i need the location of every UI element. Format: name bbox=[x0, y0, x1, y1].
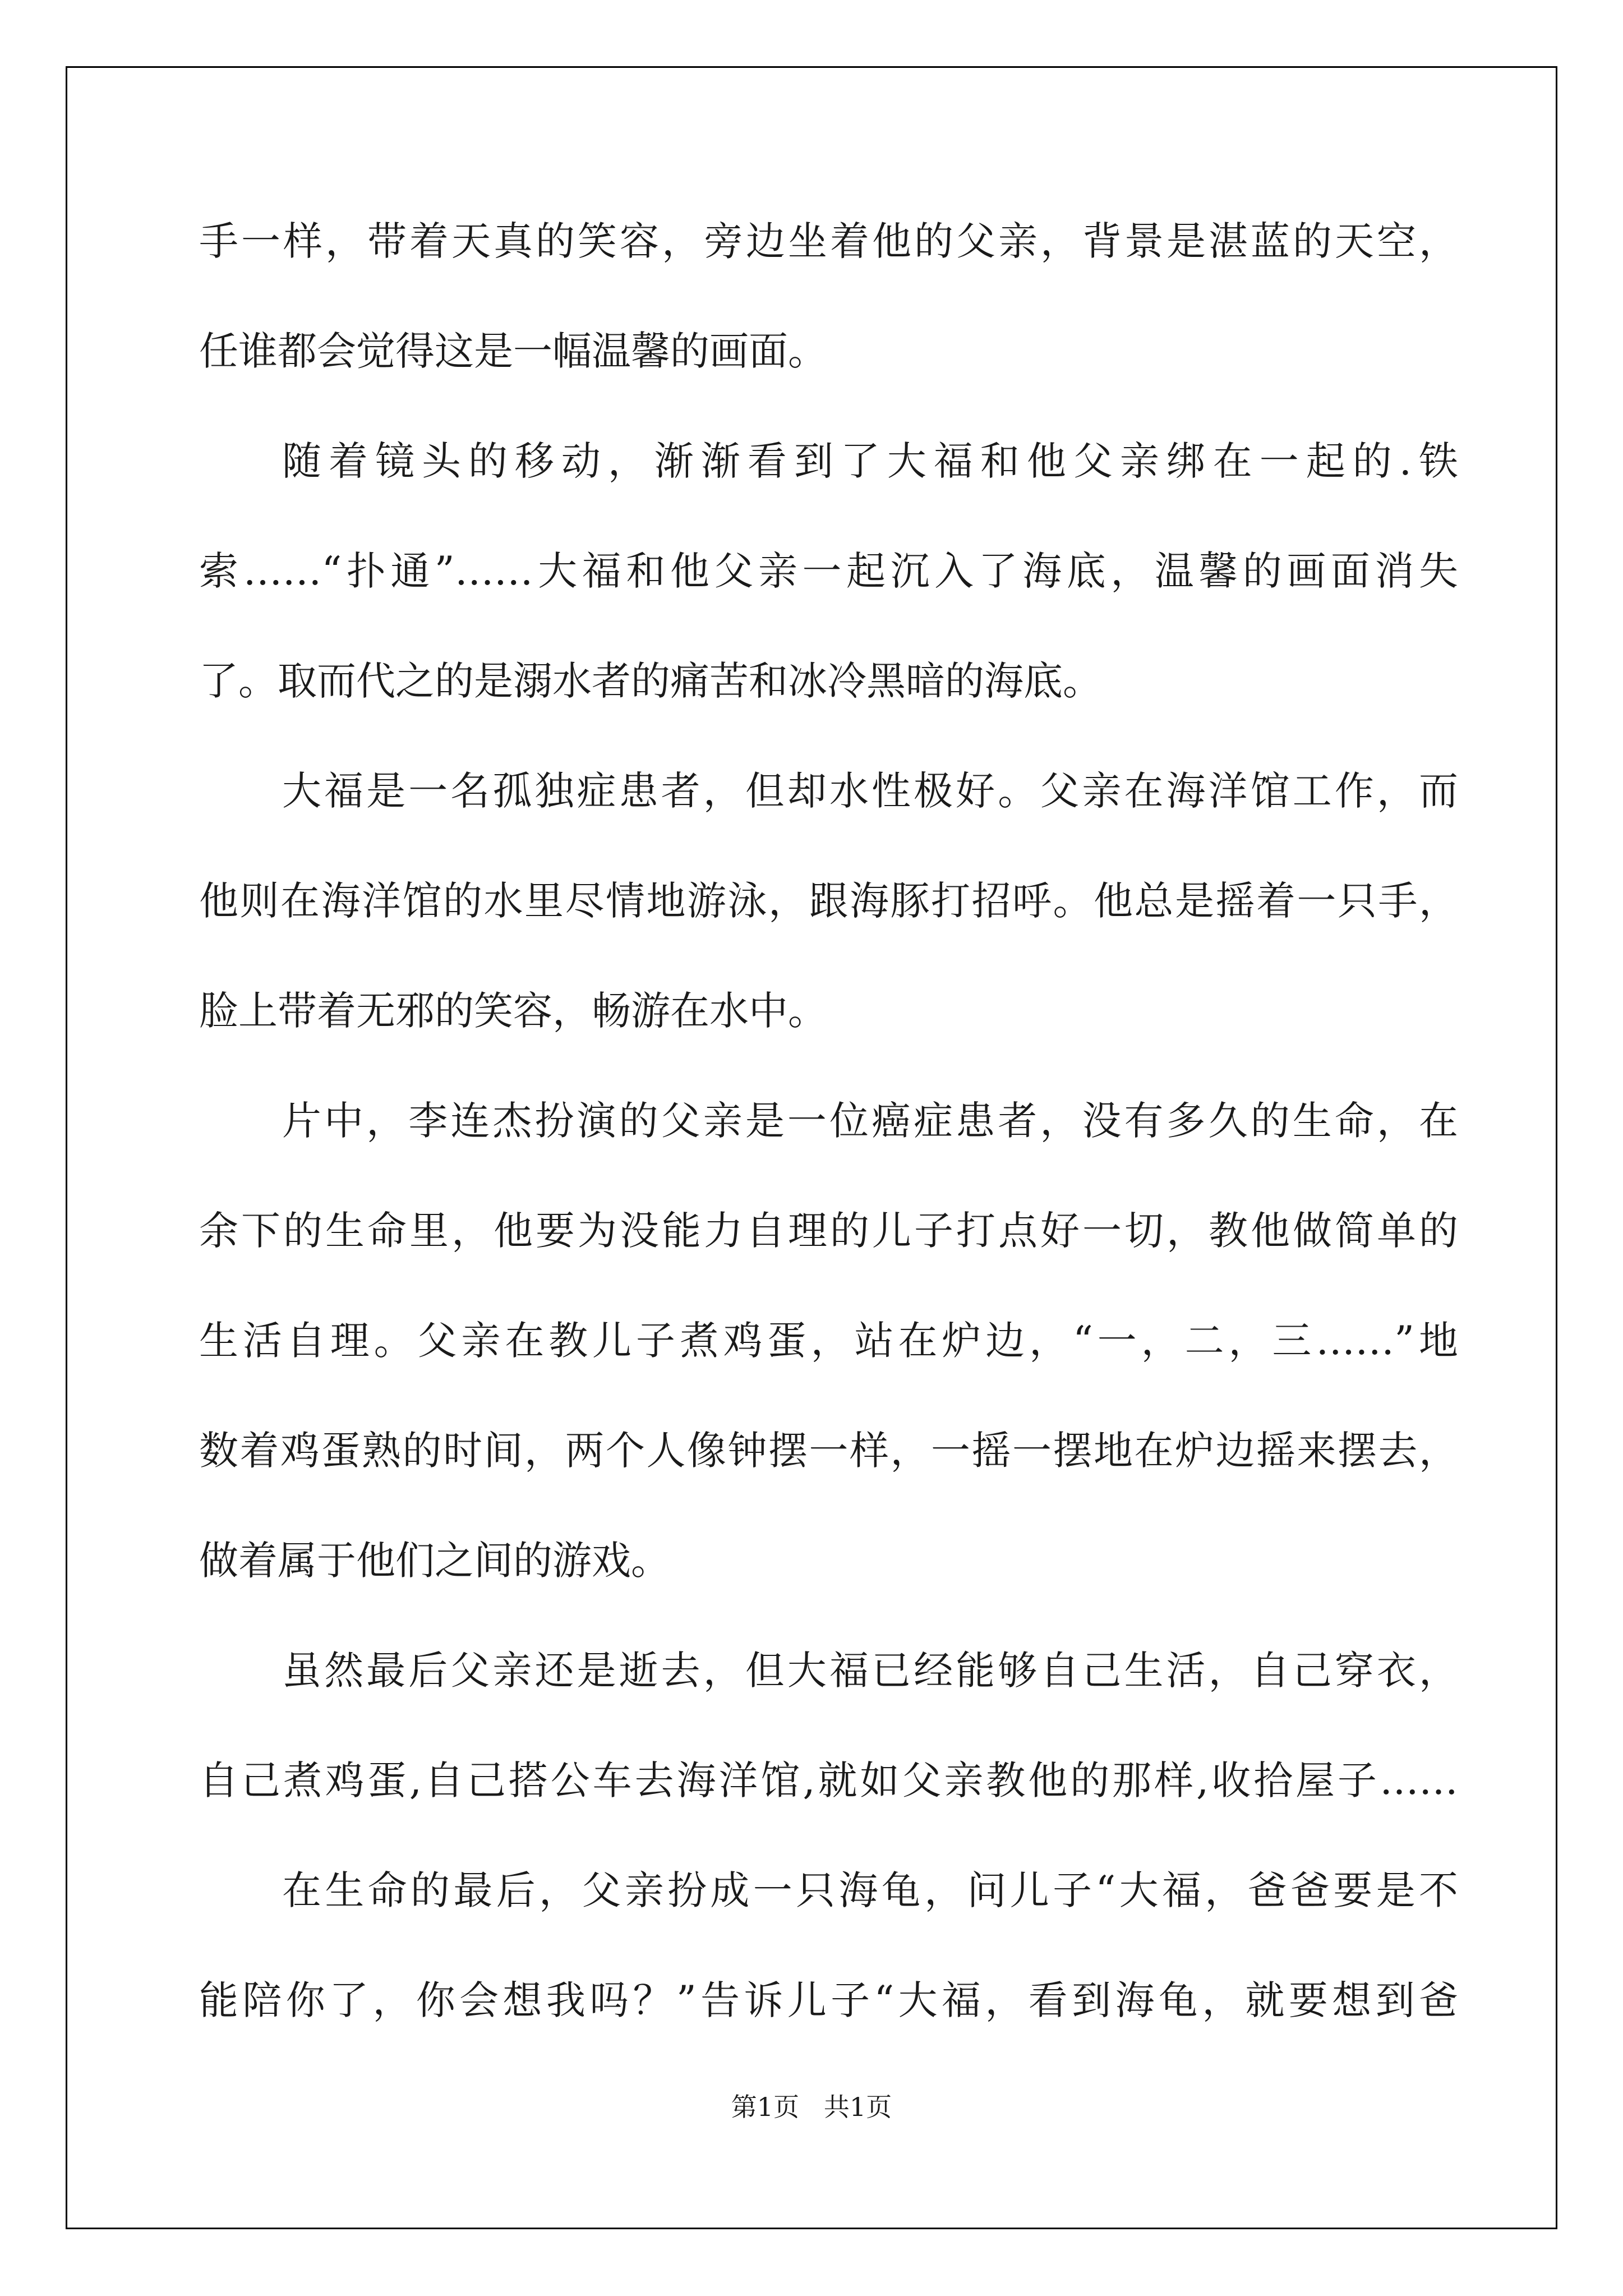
text-line-9: 片中，李连杰扮演的父亲是一位癌症患者，没有多久的生命，在 bbox=[282, 1098, 1458, 1144]
text-line-4: 索……“扑通”……大福和他父亲一起沉入了海底，温馨的画面消失 bbox=[199, 548, 1458, 594]
text-line-15: 自己煮鸡蛋,自己搭公车去海洋馆,就如父亲教他的那样,收拾屋子…… bbox=[199, 1757, 1458, 1803]
text-line-13: 做着属于他们之间的游戏。 bbox=[199, 1538, 670, 1584]
document-body bbox=[199, 202, 1458, 2071]
text-line-3: 随着镜头的移动，渐渐看到了大福和他父亲绑在一起的.铁 bbox=[282, 438, 1458, 484]
text-line-12: 数着鸡蛋熟的时间，两个人像钟摆一样，一摇一摆地在炉边摇来摆去， bbox=[199, 1428, 1458, 1474]
text-line-7: 他则在海洋馆的水里尽情地游泳，跟海豚打招呼。他总是摇着一只手， bbox=[199, 878, 1458, 924]
text-line-2: 任谁都会觉得这是一幅温馨的画面。 bbox=[199, 328, 827, 374]
text-line-14: 虽然最后父亲还是逝去，但大福已经能够自己生活，自己穿衣， bbox=[282, 1648, 1458, 1694]
text-line-10: 余下的生命里，他要为没能力自理的儿子打点好一切，教他做简单的 bbox=[199, 1208, 1458, 1254]
text-line-11: 生活自理。父亲在教儿子煮鸡蛋，站在炉边，“一，二，三……”地 bbox=[199, 1318, 1458, 1364]
page-footer: 第1页 共1页 bbox=[731, 2092, 892, 2122]
text-line-16: 在生命的最后，父亲扮成一只海龟，问儿子“大福，爸爸要是不 bbox=[282, 1867, 1458, 1913]
text-line-6: 大福是一名孤独症患者，但却水性极好。父亲在海洋馆工作，而 bbox=[282, 768, 1458, 814]
text-line-5: 了。取而代之的是溺水者的痛苦和冰冷黑暗的海底。 bbox=[199, 658, 1102, 704]
text-line-17: 能陪你了，你会想我吗？”告诉儿子“大福，看到海龟，就要想到爸 bbox=[199, 1977, 1458, 2023]
text-line-8: 脸上带着无邪的笑容，畅游在水中。 bbox=[199, 988, 827, 1034]
text-line-1: 手一样，带着天真的笑容，旁边坐着他的父亲，背景是湛蓝的天空， bbox=[199, 218, 1458, 264]
